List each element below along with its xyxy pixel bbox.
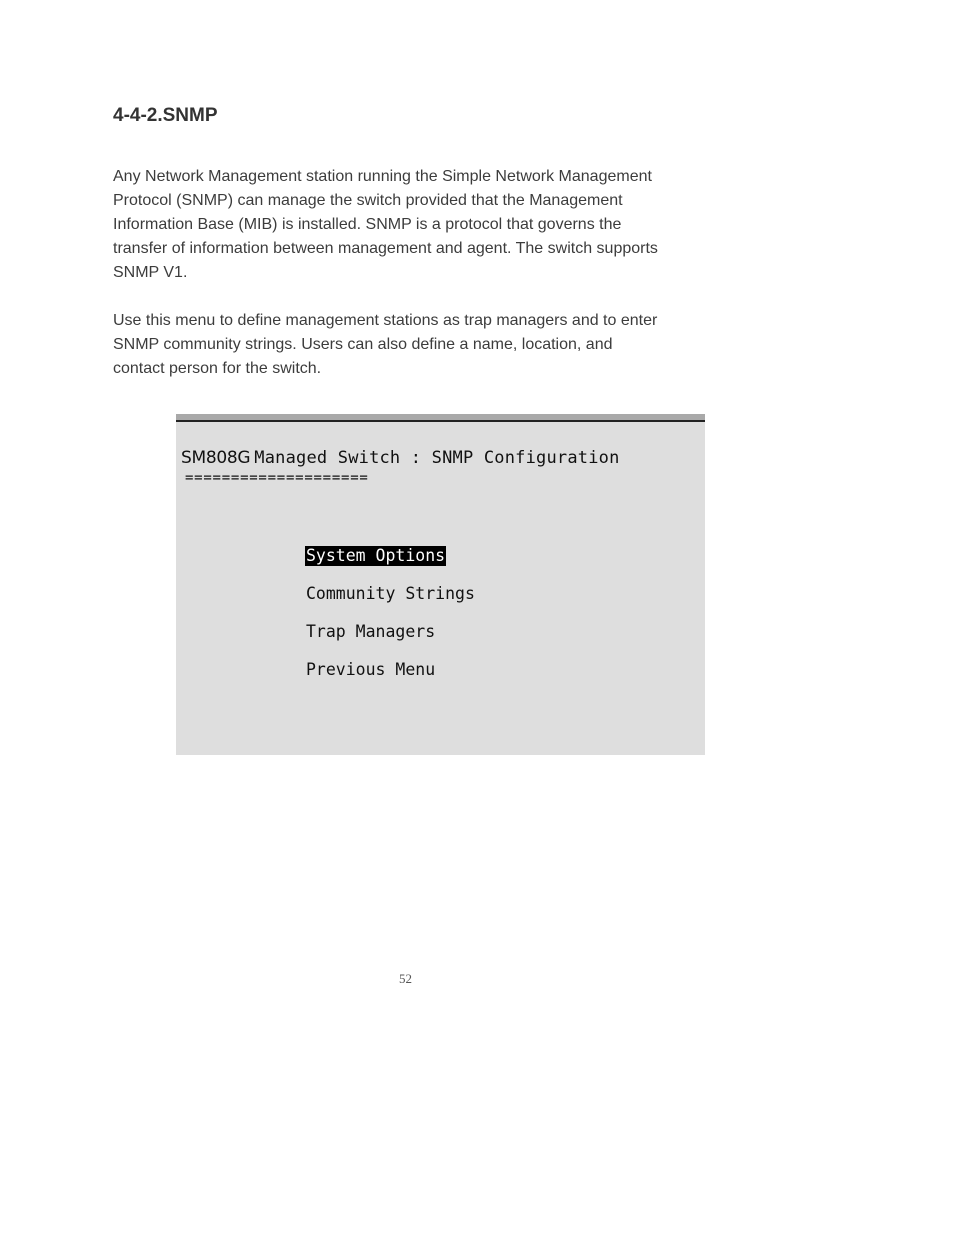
paragraph-line: contact person for the switch. — [113, 360, 322, 377]
terminal-top-border — [176, 420, 705, 422]
paragraph-line: Any Network Management station running the Simple Network Management — [113, 168, 652, 185]
terminal-title — [181, 448, 620, 468]
usage-paragraph — [113, 309, 713, 381]
intro-paragraph — [113, 165, 713, 285]
menu-item-previous-menu[interactable]: Previous Menu — [306, 660, 436, 679]
menu-item-trap-managers[interactable]: Trap Managers — [306, 622, 436, 641]
paragraph-line: Use this menu to define management stations as trap managers and to enter — [113, 312, 658, 329]
terminal-screenshot — [176, 414, 705, 755]
paragraph-line: Information Base (MIB) is installed. SNMP is a protocol that governs the — [113, 216, 622, 233]
section-heading: 4-4-2.SNMP — [113, 105, 218, 126]
paragraph-line: SNMP V1. — [113, 264, 188, 281]
menu-item-community-strings[interactable]: Community Strings — [306, 584, 475, 603]
menu-item-system-options[interactable]: System Options — [306, 546, 446, 565]
paragraph-line: SNMP community strings. Users can also define a name, location, and — [113, 336, 613, 353]
paragraph-line: Protocol (SNMP) can manage the switch provided that the Management — [113, 192, 623, 209]
terminal-title-underline: ==================== — [185, 470, 369, 486]
terminal-title-text: Managed Switch : SNMP Configuration — [254, 448, 620, 468]
page-number: 52 — [399, 971, 412, 986]
terminal-model-name: SM808G — [181, 448, 251, 468]
paragraph-line: transfer of information between management and agent. The switch supports — [113, 240, 658, 257]
